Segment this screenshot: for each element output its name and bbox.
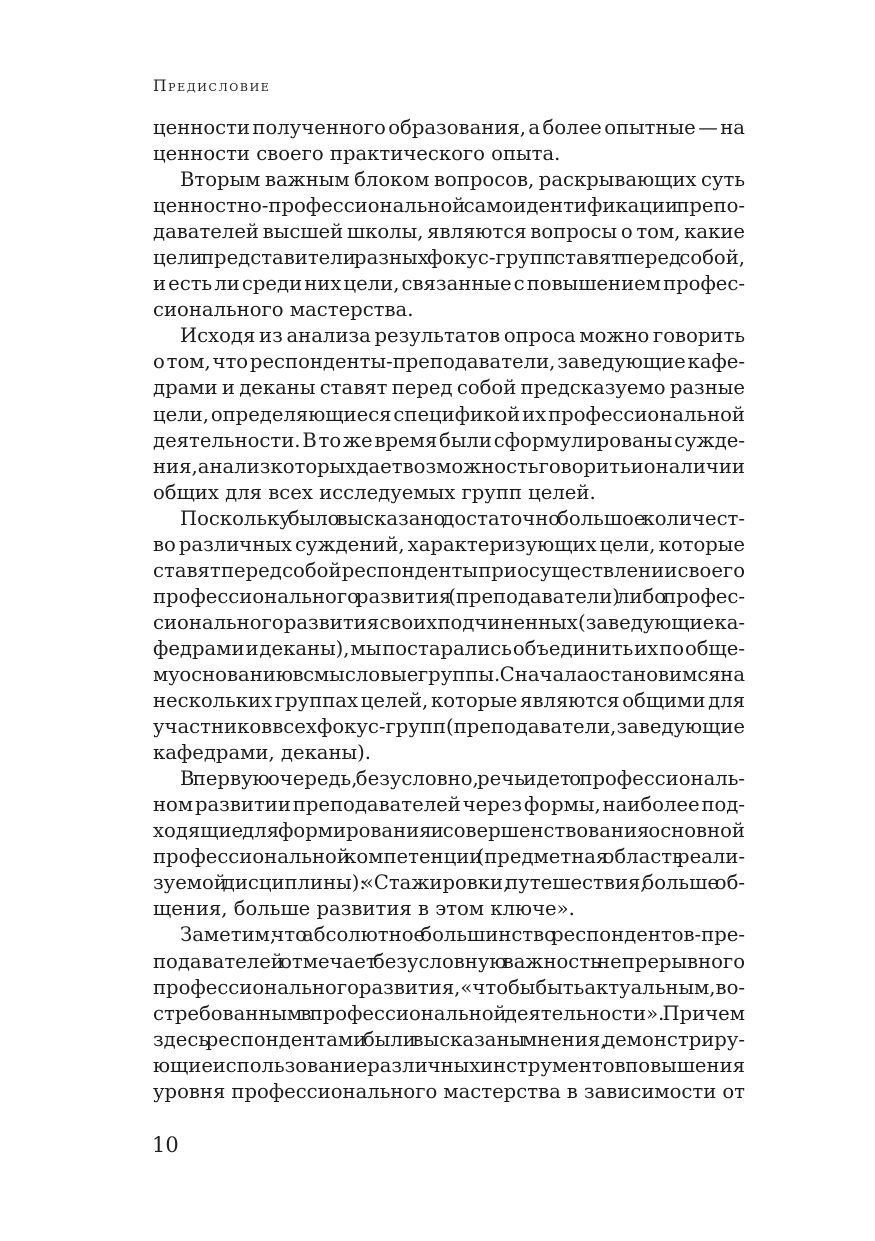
paragraph — [153, 323, 745, 505]
text-line: зуемой дисциплины): «Стажировки, путешествия, больше об- — [153, 871, 745, 895]
text-line: Вторым важным блоком вопросов, раскрывающих суть — [180, 168, 745, 192]
paragraph — [153, 506, 745, 766]
text-line: подавателей отмечает безусловную важность непрерывного — [153, 949, 745, 973]
text-line: участников всех фокус-групп (преподаватели, заведующие — [153, 715, 745, 739]
text-line: профессиональной компетенции (предметная область реали- — [153, 845, 745, 869]
text-line: му основанию в смысловые группы. Сначала остановимся на — [153, 662, 745, 686]
text-line: Заметим, что абсолютное большинство респондентов-пре- — [180, 923, 745, 947]
text-line: ющие использование различных инструментов повышения — [153, 1053, 745, 1077]
text-line: стребованным в профессиональной деятельности». Причем — [153, 1001, 745, 1025]
text-line: и есть ли среди них цели, связанные с повышением профес- — [153, 272, 745, 296]
text-line: нескольких группах целей, которые являются общими для — [153, 689, 745, 713]
text-line: ценности своего практического опыта. — [153, 142, 561, 166]
text-line: драми и деканы ставят перед собой предсказуемо разные — [153, 376, 745, 400]
text-line: профессионального развития (преподаватели) либо профес- — [153, 584, 745, 608]
text-line: ном развитии преподавателей через формы, наиболее под- — [153, 793, 745, 817]
text-line: цели, определяющиеся спецификой их профессиональной — [153, 402, 745, 426]
page-number: 10 — [152, 1133, 179, 1157]
text-line: В первую очередь, безусловно, речь идет о профессиональ- — [180, 767, 745, 791]
text-line: общих для всех исследуемых групп целей. — [153, 480, 596, 504]
text-line: деятельности. В то же время были сформулированы сужде- — [153, 428, 745, 452]
text-line: давателей высшей школы, являются вопросы о том, какие — [153, 220, 745, 244]
text-line: о том, что респонденты-преподаватели, заведующие кафе- — [153, 350, 745, 374]
text-line: ставят перед собой респонденты при осуществлении своего — [153, 558, 745, 582]
text-line: щения, больше развития в этом ключе». — [153, 897, 575, 921]
text-line: здесь респондентами были высказаны мнения, демонстриру- — [153, 1027, 745, 1051]
text-line: сионального развития своих подчиненных (заведующие ка- — [153, 610, 745, 634]
paragraph — [153, 766, 745, 922]
text-line: цели представители разных фокус-групп ставят перед собой, — [153, 246, 745, 270]
text-line: уровня профессионального мастерства в зависимости от — [153, 1079, 745, 1103]
paragraph — [153, 167, 745, 323]
text-line: ния, анализ которых дает возможность говорить и о наличии — [153, 454, 745, 478]
paragraph — [153, 922, 745, 1104]
text-line: ценностно-профессиональной самоидентификации препо- — [153, 194, 745, 218]
paragraph — [153, 115, 745, 167]
text-line: ходящие для формирования и совершенствования основной — [153, 819, 745, 843]
running-head: Предисловие — [153, 77, 271, 95]
text-line: во различных суждений, характеризующих цели, которые — [153, 532, 745, 556]
text-line: Исходя из анализа результатов опроса можно говорить — [180, 324, 745, 348]
text-line: федрами и деканы), мы постарались объединить их по обще- — [153, 636, 745, 660]
text-line: Поскольку было высказано достаточно большое количест- — [180, 506, 745, 530]
body-text — [153, 115, 745, 1105]
text-line: сионального мастерства. — [153, 298, 414, 322]
text-line: профессионального развития, «чтобы быть актуальным, во- — [153, 975, 745, 999]
text-line: кафедрами, деканы). — [153, 741, 372, 765]
text-line: ценности полученного образования, а более опытные — на — [153, 116, 745, 139]
